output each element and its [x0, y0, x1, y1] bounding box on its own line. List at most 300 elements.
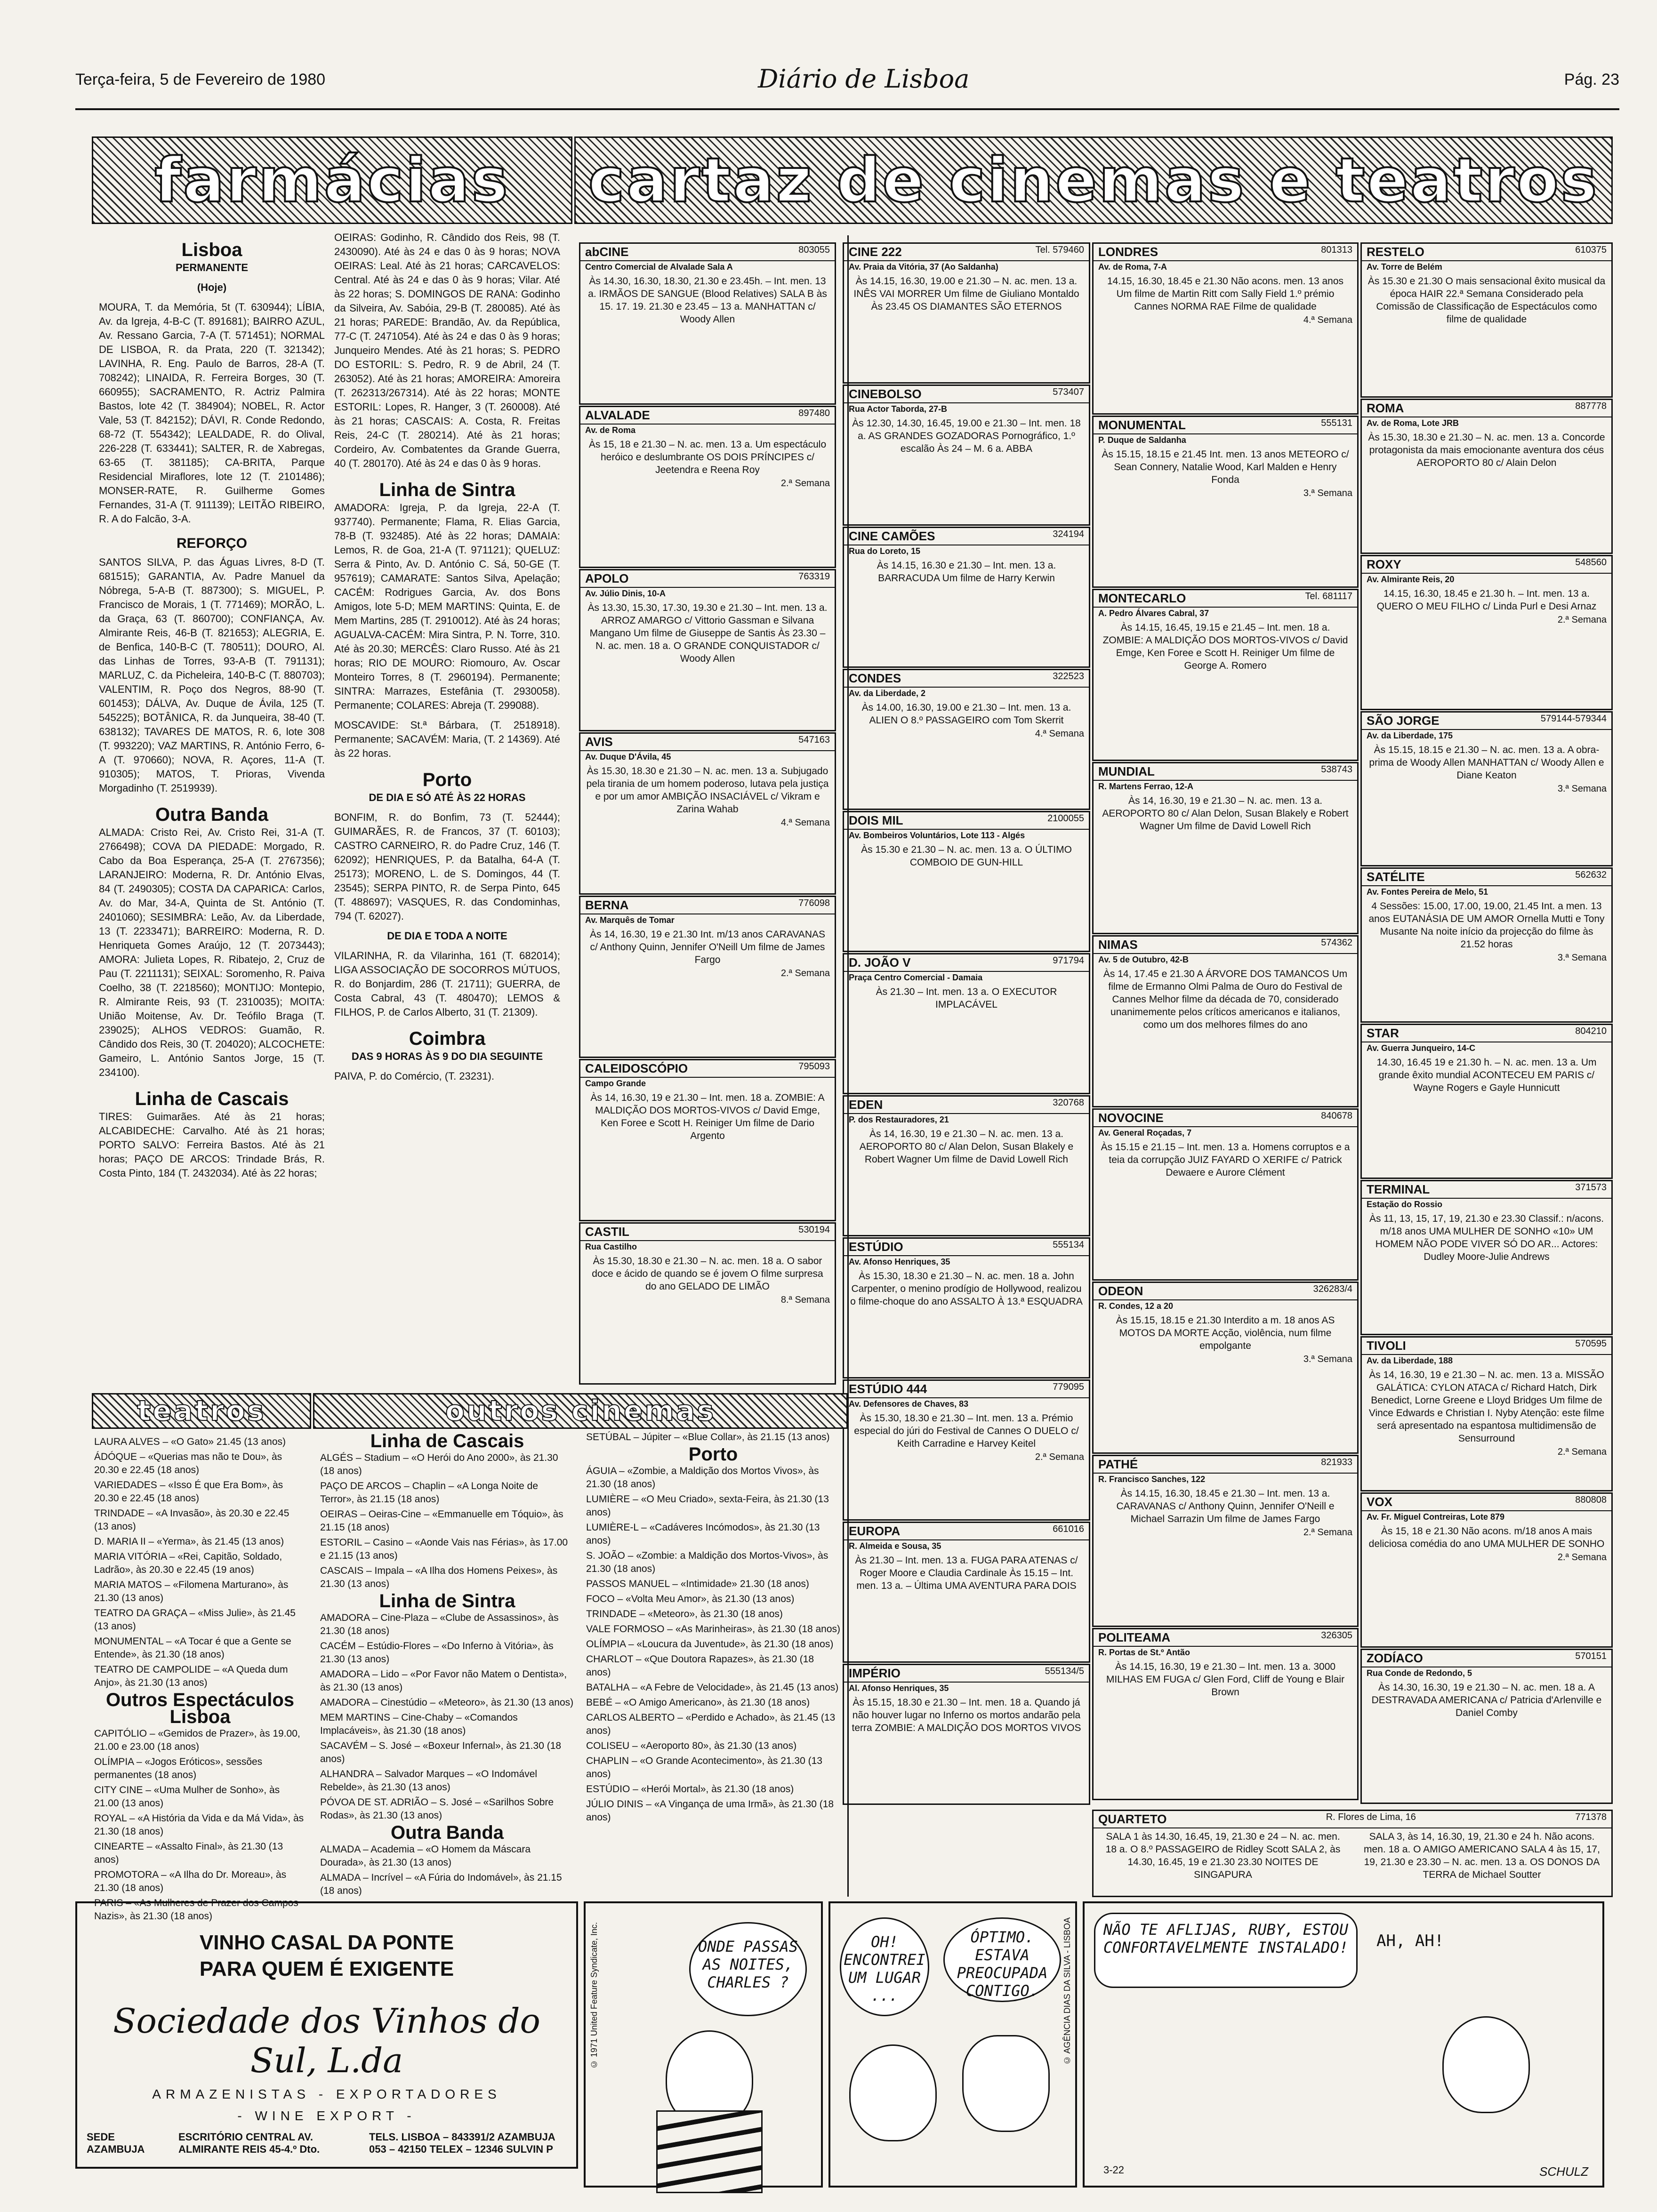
- cinema-address: Estação do Rossio: [1367, 1200, 1443, 1209]
- cinema-programme: Às 15.30, 18.30 e 21.30 – N. ac. men. 13 a. Subjugado pela tirania de um homem poderoso, lutava pela justiça e por um amor AMBIÇÃO INSACIÁVEL c/ Vikram e Zarina Wahab: [586, 766, 829, 815]
- cinema-programme: Às 12.30, 14.30, 16.45, 19.00 e 21.30 – Int. men. 18 a. AS GRANDES GOZADORAS Pornográfico, 1.º escalão Às 24 – M. 6 a. ABBA: [852, 418, 1081, 454]
- column-divider: [847, 235, 849, 1897]
- show-listing: OLÍMPIA – «Jogos Eróticos», sessões permanentes (18 anos): [94, 1756, 263, 1780]
- theatre-listing: VARIEDADES – «Isso É que Era Bom», às 20.30 e 22.45 (18 anos): [94, 1480, 283, 1504]
- cinema-name: TERMINAL: [1367, 1182, 1430, 1196]
- cinema-address: Av. Almirante Reis, 20: [1367, 575, 1455, 584]
- cinema-name: ROXY: [1367, 557, 1401, 571]
- cinema-programme: 4 Sessões: 15.00, 17.00, 19.00, 21.45 Int. a men. 13 anos EUTANÁSIA DE UM AMOR Ornella Mutti e Tony Musante Na noite início da projecção do filme às 21.52 horas: [1368, 901, 1605, 950]
- ad-title-2: PARA QUEM É EXIGENTE: [199, 1957, 454, 1980]
- cinema-box: [579, 1222, 836, 1385]
- cinema-programme: Às 15.15, 18.30 e 21.30 – Int. men. 18 a. Quando já não houver lugar no Inferno os mortos andarão pela terra ZOMBIE: A MALDIÇÃO DOS MORTOS VIVOS: [852, 1697, 1081, 1733]
- theatre-listing: MARIA VITÓRIA – «Rei, Capitão, Soldado, Ladrão», às 20.30 e 22.45 (19 anos): [94, 1551, 282, 1575]
- cinema-name: APOLO: [585, 571, 629, 585]
- porto-day-label: DE DIA E SÓ ATÉ ÀS 22 HORAS: [369, 792, 526, 803]
- cinema-listing: ALHANDRA – Salvador Marques – «O Indomável Rebelde», às 21.30 (13 anos): [320, 1769, 538, 1793]
- cinema-phone: 804210: [1575, 1026, 1607, 1036]
- cinema-address: Av. Afonso Henriques, 35: [849, 1257, 950, 1266]
- cinema-name: SÃO JORGE: [1367, 713, 1440, 728]
- coimbra-day-label: DAS 9 HORAS ÀS 9 DO DIA SEGUINTE: [351, 1050, 543, 1062]
- cinema-box: [1360, 867, 1613, 1023]
- cinema-address: Rua do Loreto, 15: [849, 546, 921, 556]
- cinema-address: Campo Grande: [585, 1079, 646, 1088]
- cascais-pharmacy-list: TIRES: Guimarães. Até às 21 horas; ALCABIDECHE: Carvalho. Até às 21 horas; PORTO SALVO: Ferreira Bastos. Até às 21 horas; PAÇO DE ARCOS: Trindade Brás, R. Costa Pinto, 184 (T. 2432034). Até às 22 horas;: [99, 1111, 325, 1179]
- cinema-box: [1092, 1108, 1359, 1281]
- cinemas-banner-text: cartaz de cinemas e teatros: [588, 144, 1599, 216]
- cinema-programme: 14.15, 16.30, 18.45 e 21.30 Não acons. men. 13 anos Um filme de Martin Ritt com Sally Field 1.º prémio Cannes NORMA RAE Filme de qualidade: [1107, 276, 1344, 312]
- cinema-phone: 803055: [798, 245, 830, 255]
- cinema-listing: SACAVÉM – S. José – «Boxeur Infernal», às 21.30 (18 anos): [320, 1740, 562, 1764]
- cinema-listing: COLISEU – «Aeroporto 80», às 21.30 (13 anos): [586, 1740, 797, 1751]
- cinema-phone: 897480: [798, 408, 830, 418]
- section-heading-coimbra: Coimbra: [409, 1028, 486, 1049]
- pharmacies-banner: [92, 136, 572, 224]
- cinema-box: [1092, 762, 1359, 934]
- cinema-address: P. dos Restauradores, 21: [849, 1115, 949, 1124]
- cinema-phone: 771378: [1575, 1812, 1607, 1822]
- cinema-name: ODEON: [1098, 1284, 1143, 1298]
- cinema-phone: 840678: [1321, 1111, 1352, 1121]
- cinema-listing: AMADORA – Lido – «Por Favor não Matem o Dentista», às 21.30 (13 anos): [320, 1669, 567, 1693]
- cinema-programme: Às 21.30 – Int. men. 13 a. O EXECUTOR IMPLACÁVEL: [876, 986, 1057, 1010]
- cinema-listing: BATALHA – «A Febre de Velocidade», às 21.45 (13 anos): [586, 1682, 839, 1693]
- cinema-box: [1360, 399, 1613, 554]
- lisboa-pharmacy-list: MOURA, T. da Memória, 5t (T. 630944); LÍBIA, Av. da Igreja, 4-B-C (T. 891681); BAIRRO AZUL, Av. Ressano Garcia, 7-A (T. 571451); NORMAL DE LISBOA, R. da Prata, 220 (T. 321342); LAVINHA, R. Eng. Paulo de Barros, 28-A (T. 708242); LINAIDA, R. Ferreira Borges, 30 (T. 660955); SACRAMENTO, R. Actriz Palmira Bastos, lote 42 (T. 384904); NOBEL, R. Actor Vale, 53 (T. 842152); DÁVI, R. Conde Redondo, 68-72 (T. 554342); LEALDADE, R. do Olival, 226-228 (T. 633441); SALTER, R. de Xabregas, 63-65 (T. 381185); CA-BRITA, Parque Residencial Miraflores, lote 12 (T. 2101486); MONSER-RATE, R. Guilherme Gomes Fernandes, 31-A (T. 911139); LEITÃO RIBEIRO, R. A do Falcão, 3-A.: [99, 301, 325, 525]
- cinema-box: [843, 953, 1090, 1094]
- cinema-address: Av. Bombeiros Voluntários, Lote 113 - Algés: [849, 831, 1025, 840]
- cinema-programme: Às 14, 17.45 e 21.30 A ÁRVORE DOS TAMANCOS Um filme de Ermanno Olmi Palma de Ouro do Festival de Cannes Melhor filme da década de 70, considerado unanimemente pelos críticos americanos e italianos, como um dos melhores filmes do ano: [1103, 969, 1348, 1030]
- cinema-phone: 779095: [1053, 1382, 1084, 1392]
- permanente-label: PERMANENTE: [175, 262, 248, 273]
- ad-sede: SEDE AZAMBUJA: [87, 2131, 145, 2155]
- cinema-address: R. Condes, 12 a 20: [1098, 1301, 1174, 1311]
- cinema-name: CONDES: [849, 671, 901, 685]
- cinema-listing: CARLOS ALBERTO – «Perdido e Achado», às 21.45 (13 anos): [586, 1712, 836, 1736]
- cinema-name: NOVOCINE: [1098, 1111, 1164, 1125]
- theatre-listing: TEATRO DA GRAÇA – «Miss Julie», às 21.45 (13 anos): [94, 1608, 296, 1632]
- cinema-listing: OEIRAS – Oeiras-Cine – «Emmanuelle em Tóquio», às 21.15 (18 anos): [320, 1509, 563, 1533]
- cinema-programme: Às 14.15, 16.30 e 21.30 – Int. men. 13 a. BARRACUDA Um filme de Harry Kerwin: [877, 560, 1056, 584]
- cinema-phone: 887778: [1575, 401, 1607, 411]
- cinema-address: Av. Duque D'Ávila, 45: [585, 752, 671, 761]
- cinema-listing: AMADORA – Cinestúdio – «Meteoro», às 21.30 (13 anos): [320, 1697, 574, 1708]
- cinema-programme: Às 15.30 e 21.30 O mais sensacional êxito musical da época HAIR 22.ª Semana Considerado pela Comissão de Classificação de Espectáculos como filme de qualidade: [1367, 276, 1606, 325]
- show-listing: CITY CINE – «Uma Mulher de Sonho», às 21.00 (13 anos): [94, 1785, 280, 1809]
- cinema-listing: PAÇO DE ARCOS – Chaplin – «A Longa Noite de Terror», às 21.15 (18 anos): [320, 1481, 539, 1505]
- show-listing: CINEARTE – «Assalto Final», às 21.30 (13 anos): [94, 1841, 283, 1865]
- region-heading: Linha de Sintra: [379, 1591, 515, 1611]
- cinema-box: [843, 1522, 1090, 1663]
- cinema-box: [843, 1379, 1090, 1521]
- cinema-box: [843, 1664, 1090, 1805]
- cinema-phone: 763319: [798, 571, 830, 582]
- cinema-phone: 322523: [1053, 671, 1084, 681]
- lisboa-heading: Lisboa: [169, 1707, 231, 1727]
- cinema-week: 2.ª Semana: [1557, 1552, 1607, 1563]
- cinema-address: Av. da Liberdade, 2: [849, 689, 926, 698]
- cinema-phone: 324194: [1053, 529, 1084, 539]
- cinema-name: CINE CAMÕES: [849, 529, 935, 543]
- cinema-phone: 776098: [798, 898, 830, 908]
- cinema-phone: 562632: [1575, 870, 1607, 880]
- cinema-address: Praça Centro Comercial - Damaia: [849, 973, 983, 982]
- oeiras-cascais-pharmacy-list: OEIRAS: Godinho, R. Cândido dos Reis, 98 (T. 2430090). Até às 24 e das 0 às 9 horas; NOVA OEIRAS: Leal. Até às 21 horas; CARCAVELOS: Central. Até às 24 e das 0 às 9 horas; Vilar. Até às 22 horas; S. DOMINGOS DE RANA: Godinho da Silveira, Av. Sabóia, 29-B (T. 280085). Até às 21 horas; PAREDE: Brandão, Av. da República, 77-C (T. 2471054). Até às 24 e das 0 às 9 horas; Junqueiro Mendes. Até às 21 horas; S. PEDRO DO ESTORIL: S. Pedro, R. 9 de Abril, 24 (T. 263052). Até às 21 horas; AMOREIRA: Amoreira (T. 262313/267314). Até às 22 horas; MONTE ESTORIL: Lopes, R. Hanger, 3 (T. 260008). Até às 21 horas; CASCAIS: A. Costa, R. Freitas Reis, 24-C (T. 280214). Até às 21 horas; Cordeiro, Av. Combatentes da Grande Guerra, 40 (T. 280170). Até às 24 e das 0 às 9 horas.: [334, 232, 560, 469]
- cinema-listing: ALGÉS – Stadium – «O Herói do Ano 2000», às 21.30 (18 anos): [320, 1452, 558, 1476]
- cinema-programme: Às 15.30, 18.30 e 21.30 – N. ac. men. 18 a. O sabor doce e ácido de quando se é jovem O filme surpresa do ano GELADO DE LIMÃO: [592, 1256, 823, 1292]
- theatres-banner: [92, 1393, 311, 1429]
- cinema-programme: Às 14.15, 16.30, 19.00 e 21.30 – N. ac. men. 13 a. INÊS VAI MORRER Um filme de Giuliano Montaldo Às 23.45 OS DIAMANTES SÃO ETERNOS: [853, 276, 1079, 312]
- theatres-list: [94, 1435, 306, 1925]
- cinema-phone: 2100055: [1047, 813, 1084, 824]
- theatres-banner-text: teatros: [137, 1395, 266, 1427]
- pharmacies-column-1: [99, 231, 325, 1186]
- cinema-phone: 326305: [1321, 1630, 1352, 1641]
- cinema-week: 2.ª Semana: [780, 968, 830, 978]
- cinema-address: Rua Actor Taborda, 27-B: [849, 404, 948, 414]
- cinema-programme: 14.30, 16.45 19 e 21.30 h. – N. ac. men. 13 a. Um grande êxito mundial ACONTECEU EM PARIS c/ Wayne Rogers e Gayle Hunnicutt: [1376, 1057, 1597, 1093]
- cinema-name: MONUMENTAL: [1098, 418, 1186, 432]
- cinema-address: Av. Fontes Pereira de Melo, 51: [1367, 887, 1488, 897]
- cinema-phone: 555134: [1053, 1240, 1084, 1250]
- cinema-programme: Às 15.30, 18.30 e 21.30 – Int. men. 13 a. Prémio especial do júri do Festival de Cannes O DUELO c/ Keith Carradine e Harvey Keitel: [854, 1413, 1079, 1449]
- cinema-programme: Às 11, 13, 15, 17, 19, 21.30 e 23.30 Classif.: n/acons. m/18 anos UMA MULHER DE SONHO «10» UM HOMEM NÃO PODE VIVER SÓ DO AR... Actores: Dudley Moore-Julie Andrews: [1369, 1213, 1604, 1262]
- cinema-address: Av. Torre de Belém: [1367, 262, 1442, 272]
- cinema-programme: Às 14, 16.30, 19 e 21.30 Int. m/13 anos CARAVANAS c/ Anthony Quinn, Jennifer O'Neill Um filme de James Fargo: [589, 929, 825, 965]
- porto-night-pharmacy-list: VILARINHA, R. da Vilarinha, 161 (T. 682014); LIGA ASSOCIAÇÃO DE SOCORROS MÚTUOS, R. do Bonjardim, 286 (T. 21711); GUERRA, de Costa Cabral, 43 (T. 480470); LEMOS & FILHOS, P. de Carlos Alberto, 31 (T. 21309).: [334, 950, 560, 1018]
- theatre-listing: ÁDÓQUE – «Querias mas não te Dou», às 20.30 e 22.45 (18 anos): [94, 1451, 282, 1475]
- ad-title-1: VINHO CASAL DA PONTE: [199, 1931, 454, 1954]
- cinema-address: Av. General Roçadas, 7: [1098, 1128, 1192, 1138]
- cinema-box: [579, 242, 836, 405]
- cinema-box: [1360, 711, 1613, 866]
- cinema-name: RESTELO: [1367, 245, 1424, 259]
- cinema-box: [1092, 935, 1359, 1107]
- cinema-address: Av. Praia da Vitória, 37 (Ao Saldanha): [849, 262, 998, 272]
- cinema-address: Av. Guerra Junqueiro, 14-C: [1367, 1043, 1476, 1053]
- cinema-week: 8.ª Semana: [780, 1295, 830, 1305]
- cinema-name: MONTECARLO: [1098, 591, 1186, 605]
- cinema-listing: BEBÉ – «O Amigo Americano», às 21.30 (18 anos): [586, 1697, 810, 1708]
- cinema-name: NIMAS: [1098, 938, 1138, 952]
- cinema-listing: ALMADA – Academia – «O Homem da Máscara Dourada», às 21.30 (13 anos): [320, 1844, 531, 1868]
- cinema-listing: ÁGUIA – «Zombie, a Maldição dos Mortos Vivos», às 21.30 (18 anos): [586, 1466, 819, 1490]
- region-heading: Outra Banda: [390, 1822, 504, 1843]
- cinema-listing: TRINDADE – «Meteoro», às 21.30 (18 anos): [586, 1609, 783, 1619]
- cinema-listing: MEM MARTINS – Cine-Chaby – «Comandos Implacáveis», às 21.30 (18 anos): [320, 1712, 518, 1736]
- cinema-phone: 530194: [798, 1225, 830, 1235]
- cinema-name: ESTÚDIO: [849, 1240, 903, 1254]
- cinema-name: EUROPA: [849, 1524, 901, 1538]
- cinema-phone: 821933: [1321, 1457, 1352, 1467]
- cinema-listing: S. JOÃO – «Zombie: a Maldição dos Mortos-Vivos», às 21.30 (18 anos): [586, 1550, 828, 1574]
- ad-subtitle-1: ARMAZENISTAS - EXPORTADORES: [152, 2087, 501, 2101]
- region-heading: Porto: [688, 1444, 738, 1465]
- cinema-box: [843, 811, 1090, 952]
- cinema-address: R. Martens Ferrao, 12-A: [1098, 782, 1194, 791]
- cinema-listing: ALMADA – Incrível – «A Fúria do Indomável», às 21.15 (18 anos): [320, 1872, 562, 1896]
- porto-pharmacy-list: BONFIM, R. do Bonfim, 73 (T. 52444); GUIMARÃES, R. de Francos, 37 (T. 60103); CASTRO CARNEIRO, R. do Padre Cruz, 146 (T. 62092); HENRIQUES, P. da Batalha, 64-A (T. 25173); MORENO, L. de S. Domingos, 44 (T. 23545); SERPA PINTO, R. de Serpa Pinto, 645 (T. 488697); VASQUES, R. das Condominhas, 794 (T. 62027).: [334, 811, 560, 922]
- cinema-programme: Às 14, 16.30, 19 e 21.30 – Int. men. 18 a. ZOMBIE: A MALDIÇÃO DOS MORTOS-VIVOS c/ David Emge, Ken Foree e Scott H. Reiniger Um filme de Dario Argento: [590, 1092, 825, 1141]
- cinema-week: 3.ª Semana: [1557, 784, 1607, 794]
- ad-subtitle-2: - WINE EXPORT -: [237, 2108, 416, 2123]
- cinema-name: ESTÚDIO 444: [849, 1382, 927, 1396]
- charlie-brown-shirt-icon: [656, 2110, 763, 2193]
- cinema-address: R. Flores de Lima, 16: [1326, 1812, 1416, 1822]
- cinema-name: AVIS: [585, 735, 613, 749]
- cinema-phone: 555134/5: [1045, 1666, 1084, 1676]
- theatre-listing: MONUMENTAL – «A Tocar é que a Gente se Entende», às 21.30 (18 anos): [94, 1636, 291, 1660]
- cinema-listing: ESTÚDIO – «Herói Mortal», às 21.30 (18 anos): [586, 1784, 794, 1795]
- other-cinemas-banner: [313, 1393, 848, 1429]
- cinema-listing: PÓVOA DE ST. ADRIÃO – S. José – «Sarilhos Sobre Rodas», às 21.30 (13 anos): [320, 1797, 554, 1821]
- cinema-listing: CACÉM – Estúdio-Flores – «Do Inferno à Vitória», às 21.30 (13 anos): [320, 1641, 554, 1665]
- cinema-box: [843, 1237, 1090, 1378]
- cinema-address: Av. da Liberdade, 175: [1367, 731, 1453, 740]
- cinema-listing: PASSOS MANUEL – «Intimidade» 21.30 (18 anos): [586, 1579, 809, 1589]
- cinema-address: Rua Castilho: [585, 1242, 637, 1251]
- issue-date: Terça-feira, 5 de Fevereiro de 1980: [75, 71, 326, 88]
- cinema-name: STAR: [1367, 1026, 1399, 1040]
- cinema-phone: 795093: [798, 1061, 830, 1072]
- cinema-listing: CHARLOT – «Que Doutora Rapazes», às 21.30 (18 anos): [586, 1654, 814, 1678]
- cinema-box: [1092, 589, 1359, 761]
- strip-date-code: 3-22: [1103, 2164, 1125, 2176]
- ad-company-script: Sociedade dos Vinhos do Sul, L.da: [113, 2001, 540, 2080]
- cinema-address: Av. Júlio Dinis, 10-A: [585, 589, 666, 598]
- cinema-phone: 801313: [1321, 245, 1352, 255]
- section-heading-sintra: Linha de Sintra: [379, 480, 515, 500]
- cinema-address: R. Almeida e Sousa, 35: [849, 1541, 941, 1551]
- theatre-listing: D. MARIA II – «Yerma», às 21.45 (13 anos): [94, 1536, 284, 1547]
- cinema-programme: Às 13.30, 15.30, 17.30, 19.30 e 21.30 – Int. men. 13 a. ARROZ AMARGO c/ Vittorio Gassman e Silvana Mangano Um filme de Giuseppe de Santis Às 23.30 – N. ac. men. 18 a. O GRANDE CONQUISTADOR c/ Woody Allen: [587, 602, 828, 664]
- cinema-week: 3.ª Semana: [1557, 953, 1607, 963]
- page-number: Pág. 23: [1564, 71, 1619, 88]
- cinemas-banner: [574, 136, 1613, 224]
- wine-advertisement: [75, 1901, 578, 2169]
- cinema-phone: 579144-579344: [1540, 713, 1607, 724]
- cinema-phone: 573407: [1053, 387, 1084, 397]
- masthead: [75, 56, 1619, 110]
- outra-banda-pharmacy-list: ALMADA: Cristo Rei, Av. Cristo Rei, 31-A (T. 2766498); COVA DA PIEDADE: Morgado, R. Cabo da Boa Esperança, 25-A (T. 2767356); LARANJEIRO: Moderna, R. Dr. António Elvas, 84 (T. 2490305); COSTA DA CAPARICA: Carlos, Av. do Mar, 34-A, Quinta de St. António (T. 2401060); SESIMBRA: Leão, Av. da Liberdade, 13 (T. 2233471); BARREIRO: Moderna, R. D. Henriqueta Gomes Araújo, 12 (T. 2073443); AMORA: Julieta Lopes, R. Ribatejo, 2, Cruz de Pau (T. 2211131); SEIXAL: Soromenho, R. Paiva Coelho, 38 (T. 2218560); MONTIJO: Montepio, R. Almirante Reis, 93 (T. 2310035); MOITA: União Moitense, Av. Dr. Teófilo Braga (T. 239025); ALHOS VEDROS: Guamão, R. Cândido dos Reis, 30 (T. 204020); ALCOCHETE: Gameiro, L. António Santos Jorge, 15 (T. 234100).: [99, 826, 325, 1078]
- cinema-box: [1092, 1455, 1359, 1627]
- cinema-name: TIVOLI: [1367, 1338, 1406, 1353]
- cinema-week: 4.ª Semana: [780, 817, 830, 828]
- laugh-text: AH, AH!: [1376, 1931, 1444, 1950]
- girl-character-head-icon: [962, 2035, 1050, 2132]
- cinema-phone: 371573: [1575, 1182, 1607, 1193]
- cinema-listing: LUMIÈRE-L – «Cadáveres Incómodos», às 21.30 (13 anos): [586, 1522, 820, 1546]
- cinema-phone: 570151: [1575, 1651, 1607, 1661]
- cinema-address: Av. de Roma, 7-A: [1098, 262, 1167, 272]
- cinema-name: POLITEAMA: [1098, 1630, 1171, 1644]
- ad-telephones: TELS. LISBOA – 843391/2 AZAMBUJA 053 – 42150 TELEX – 12346 SULVIN P: [369, 2131, 555, 2155]
- cinema-listing: ESTORIL – Casino – «Aonde Vais nas Férias», às 17.00 e 21.15 (13 anos): [320, 1537, 568, 1561]
- cinema-box: [579, 1059, 836, 1221]
- show-listing: PARIS – «As Mulheres de Prazer dos Campos Nazis», às 21.30 (18 anos): [94, 1898, 298, 1922]
- cinema-name: CINEBOLSO: [849, 387, 922, 401]
- cinema-programme: Às 14.30, 16.30, 18.30, 21.30 e 23.45h. – Int. men. 13 a. IRMÃOS DE SANGUE (Blood Relatives) SALA B às 15. 17. 19. 21.30 e 23.45 – 13 a. MANHATTAN c/ Woody Allen: [588, 276, 827, 325]
- coimbra-pharmacy-list: PAIVA, P. do Comércio, (T. 23231).: [334, 1070, 494, 1082]
- cinema-phone: Tel. 681117: [1305, 591, 1352, 601]
- cinema-box: [1092, 242, 1359, 415]
- cinema-listing: LUMIÈRE – «O Meu Criado», sexta-Feira, às 21.30 (13 anos): [586, 1494, 829, 1518]
- cinema-programme: Às 14.15, 16.30, 18.45 e 21.30 – Int. men. 13 a. CARAVANAS c/ Anthony Quinn, Jennifer O'Neill e Michael Sarrazin Um filme de James Fargo: [1116, 1488, 1335, 1524]
- cinema-box: [1360, 242, 1613, 398]
- cinema-week: 2.ª Semana: [1557, 1447, 1607, 1457]
- cinema-name: MUNDIAL: [1098, 764, 1155, 778]
- cinema-phone: 538743: [1321, 764, 1352, 775]
- cinema-week: 2.ª Semana: [1035, 1452, 1084, 1462]
- charlie-brown-head-icon: [849, 2044, 937, 2141]
- other-cinemas-banner-text: outros cinemas: [445, 1395, 716, 1427]
- cinema-box: [843, 385, 1090, 526]
- cinema-listing: VALE FORMOSO – «As Marinheiras», às 21.30 (18 anos): [586, 1624, 841, 1635]
- cinema-programme: Às 14.00, 16.30, 19.00 e 21.30 – Int. men. 13 a. ALIEN O 8.º PASSAGEIRO com Tom Skerrit: [861, 702, 1071, 726]
- speech-bubble: ONDE PASSAS AS NOITES, CHARLES ?: [689, 1922, 807, 2016]
- section-heading-cascais: Linha de Cascais: [135, 1089, 289, 1109]
- quarteto-rooms-3-4: SALA 3, às 14, 16.30, 19, 21.30 e 24 h. Não acons. men. 18 a. O AMIGO AMERICANO SALA 4 às 15, 17, 19, 21.30 e 23.30 – N. ac. men. 13 a. OS DONOS DA TERRA de Michael Soutter: [1364, 1831, 1600, 1880]
- show-listing: ROYAL – «A História da Vida e da Má Vida», às 21.30 (18 anos): [94, 1813, 304, 1837]
- cinema-box: [1092, 1282, 1359, 1454]
- copyright-note: © 1971 United Feature Syndicate, Inc.: [589, 1922, 599, 2069]
- cinema-programme: Às 15, 18 e 21.30 – N. ac. men. 13 a. Um espectáculo heróico e deslumbrante OS DOIS PRÍNCIPES c/ Jeetendra e Reena Roy: [588, 439, 827, 475]
- cinema-box: [579, 406, 836, 568]
- cinema-programme: Às 14.15, 16.30, 19 e 21.30 – Int. men. 13 a. 3000 MILHAS EM FUGA c/ Glen Ford, Cliff de Young e Blair Brown: [1106, 1661, 1345, 1698]
- cinema-week: 3.ª Semana: [1303, 1354, 1352, 1364]
- outros-espectaculos-heading: Outros Espectáculos: [105, 1690, 295, 1710]
- cinema-phone: 320768: [1053, 1098, 1084, 1108]
- agency-credit: © AGÊNCIA DIAS DA SILVA - LISBOA: [1062, 1917, 1072, 2065]
- cinema-box: [1360, 1649, 1613, 1804]
- moscavide-pharmacy-list: MOSCAVIDE: St.ª Bárbara, (T. 2518918). Permanente; SACAVÉM: Maria, (T. 2 14369). Até às 22 horas.: [334, 719, 560, 759]
- cinema-listing: OLÍMPIA – «Loucura da Juventude», às 21.30 (18 anos): [586, 1639, 834, 1650]
- speech-bubble: ÓPTIMO. ESTAVA PREOCUPADA CONTIGO.: [943, 1917, 1061, 2002]
- artist-signature: SCHULZ: [1539, 2164, 1588, 2179]
- section-heading-outra-banda: Outra Banda: [155, 804, 269, 825]
- theatre-listing: TEATRO DE CAMPOLIDE – «A Queda dum Anjo», às 21.30 (13 anos): [94, 1664, 288, 1688]
- cinema-phone: 555131: [1321, 418, 1352, 428]
- cinema-phone: 661016: [1053, 1524, 1084, 1534]
- cinema-address: Av. de Roma: [585, 425, 636, 435]
- cinema-box: [1360, 1180, 1613, 1335]
- charlie-brown-head-icon: [1442, 2016, 1530, 2113]
- cinema-name: QUARTETO: [1098, 1812, 1167, 1826]
- cinema-name: CINE 222: [849, 245, 902, 259]
- cinema-phone: 548560: [1575, 557, 1607, 568]
- cinema-address: Av. Fr. Miguel Contreiras, Lote 879: [1367, 1512, 1505, 1522]
- pharmacies-banner-text: farmácias: [154, 144, 510, 216]
- cinema-name: D. JOÃO V: [849, 955, 911, 970]
- ad-office: ESCRITÓRIO CENTRAL AV. ALMIRANTE REIS 45-4.º Dto.: [178, 2131, 320, 2155]
- cinema-programme: Às 15.15, 18.15 e 21.30 – N. ac. men. 13 a. A obra-prima de Woody Allen MANHATTAN c/ Woody Allen e Diane Keaton: [1369, 745, 1604, 781]
- cinema-box: [843, 242, 1090, 384]
- cinema-name: CALEIDOSCÓPIO: [585, 1061, 688, 1075]
- cinema-box: [1360, 555, 1613, 710]
- speech-bubble: NÃO TE AFLIJAS, RUBY, ESTOU CONFORTAVELMENTE INSTALADO!: [1094, 1913, 1358, 1988]
- cinema-phone: 610375: [1575, 245, 1607, 255]
- cinema-week: 2.ª Semana: [1303, 1527, 1352, 1538]
- porto-night-label: DE DIA E TODA A NOITE: [387, 930, 507, 942]
- cinema-box: [579, 896, 836, 1058]
- cinema-phone: 574362: [1321, 938, 1352, 948]
- cinema-listing: AMADORA – Cine-Plaza – «Clube de Assassinos», às 21.30 (18 anos): [320, 1612, 559, 1636]
- cinema-listing: FOCO – «Volta Meu Amor», às 21.30 (13 anos): [586, 1594, 795, 1604]
- pharmacies-column-2: [334, 231, 560, 1089]
- comic-panel-2: [828, 1901, 1077, 2188]
- cinema-name: SATÉLITE: [1367, 870, 1425, 884]
- cinema-address: Av. Defensores de Chaves, 83: [849, 1399, 969, 1409]
- cinema-box-quarteto: [1092, 1810, 1613, 1897]
- cinema-address: Av. da Liberdade, 188: [1367, 1356, 1453, 1365]
- cinema-address: A. Pedro Álvares Cabral, 37: [1098, 609, 1209, 618]
- hoje-label: (Hoje): [197, 281, 227, 293]
- cinema-name: CASTIL: [585, 1225, 629, 1239]
- cinema-programme: Às 15.30 e 21.30 – N. ac. men. 13 a. O ÚLTIMO COMBOIO DE GUN-HILL: [861, 844, 1072, 868]
- cinema-programme: 14.15, 16.30, 18.45 e 21.30 h. – Int. men. 13 a. QUERO O MEU FILHO c/ Linda Purl e Desi Arnaz: [1376, 588, 1597, 612]
- comic-panel-3: [1083, 1901, 1604, 2188]
- cinema-name: ALVALADE: [585, 408, 650, 422]
- cinema-address: R. Portas de St.º Antão: [1098, 1648, 1190, 1657]
- theatre-listing: MARIA MATOS – «Filomena Marturano», às 21.30 (13 anos): [94, 1579, 289, 1603]
- cinema-name: DOIS MIL: [849, 813, 903, 827]
- cinema-name: abCINE: [585, 245, 629, 259]
- comic-panel-1: [584, 1901, 823, 2188]
- cinema-week: 3.ª Semana: [1303, 488, 1352, 498]
- cinema-phone: 570595: [1575, 1338, 1607, 1349]
- cinema-week: 2.ª Semana: [780, 478, 830, 489]
- cinema-box: [1360, 1024, 1613, 1179]
- section-heading-porto: Porto: [422, 769, 472, 790]
- cinema-address: Al. Afonso Henriques, 35: [849, 1683, 949, 1693]
- cinema-phone: 547163: [798, 735, 830, 745]
- cinema-address: Av. Marquês de Tomar: [585, 915, 675, 925]
- cinema-address: P. Duque de Saldanha: [1098, 435, 1186, 445]
- newspaper-title: Diário de Lisboa: [758, 64, 970, 94]
- other-cinemas-column-1: [320, 1431, 574, 1899]
- cinema-week: 2.ª Semana: [1557, 615, 1607, 625]
- show-listing: PROMOTORA – «A Ilha do Dr. Moreau», às 21.30 (18 anos): [94, 1869, 287, 1893]
- cinema-programme: Às 15.15 e 21.15 – Int. men. 13 a. Homens corruptos e a teia da corrupção JUIZ FAYARD O XERIFE c/ Patrick Dewaere e Aurore Clément: [1101, 1142, 1350, 1178]
- cinema-name: LONDRES: [1098, 245, 1158, 259]
- theatre-listing: LAURA ALVES – «O Gato» 21.45 (13 anos): [94, 1436, 286, 1447]
- cinema-name: VOX: [1367, 1495, 1392, 1509]
- cinema-address: Av. de Roma, Lote JRB: [1367, 418, 1459, 428]
- cinema-week: 4.ª Semana: [1035, 729, 1084, 739]
- reforco-heading: REFORÇO: [177, 536, 247, 551]
- cinema-listing: JÚLIO DINIS – «A Vingança de uma Irmã», às 21.30 (18 anos): [586, 1799, 834, 1823]
- cinema-phone: 326283/4: [1313, 1284, 1352, 1294]
- cinema-address: R. Francisco Sanches, 122: [1098, 1475, 1206, 1484]
- cinema-box: [843, 1095, 1090, 1236]
- cinema-box: [1092, 1628, 1359, 1800]
- cinema-phone: 971794: [1053, 955, 1084, 966]
- cinema-listing: CASCAIS – Impala – «A Ilha dos Homens Peixes», às 21.30 (13 anos): [320, 1565, 558, 1589]
- cinema-address: Centro Comercial de Alvalade Sala A: [585, 262, 733, 272]
- cinema-address: Av. 5 de Outubro, 42-B: [1098, 955, 1189, 964]
- theatre-listing: TRINDADE – «A Invasão», às 20.30 e 22.45 (13 anos): [94, 1508, 290, 1532]
- section-heading-lisboa: Lisboa: [181, 240, 242, 260]
- cinema-box: [1092, 416, 1359, 588]
- cinema-programme: Às 15.15, 18.15 e 21.30 Interdito a m. 18 anos AS MOTOS DA MORTE Acção, violência, num filme empolgante: [1116, 1315, 1335, 1351]
- cinema-box: [1360, 1336, 1613, 1491]
- cinema-week: 4.ª Semana: [1303, 315, 1352, 325]
- cinema-name: IMPÉRIO: [849, 1666, 901, 1680]
- cinema-programme: Às 15.15, 18.15 e 21.45 Int. men. 13 anos METEORO c/ Sean Connery, Natalie Wood, Karl Malden e Henry Fonda: [1102, 449, 1349, 485]
- sintra-pharmacy-list: AMADORA: Igreja, P. da Igreja, 22-A (T. 937740). Permanente; Flama, R. Elias Garcia, 78-B (T. 932485). Até às 22 horas; DAMAIA: Lemos, R. de Goa, 21-A (T. 971121); QUELUZ: Serra & Pinto, Av. D. António C. Sá, 50-GE (T. 957619); CAMARATE: Santos Silva, Apelação; CACÉM: Rodrigues Garcia, Av. dos Bons Amigos, lote 5-D; MEM MARTINS: Quinta, E. de Mem Martins, 285 (T. 2910012). Até às 24 horas; AGUALVA-CACÉM: Mira Sintra, P. N. Torre, 310. Até às 20.30; MERCÊS: Claro Russo. Até às 21 horas; RIO DE MOURO: Riomouro, Av. Oscar Monteiro Torres, 8 (T. 2960194). Permanente; SINTRA: Marrazes, Estefânia (T. 2930058). Permanente; COLARES: Abreja (T. 299088).: [334, 502, 560, 711]
- cinema-name: BERNA: [585, 898, 629, 912]
- cinema-address: Rua Conde de Redondo, 5: [1367, 1668, 1472, 1678]
- cinema-phone: 880808: [1575, 1495, 1607, 1505]
